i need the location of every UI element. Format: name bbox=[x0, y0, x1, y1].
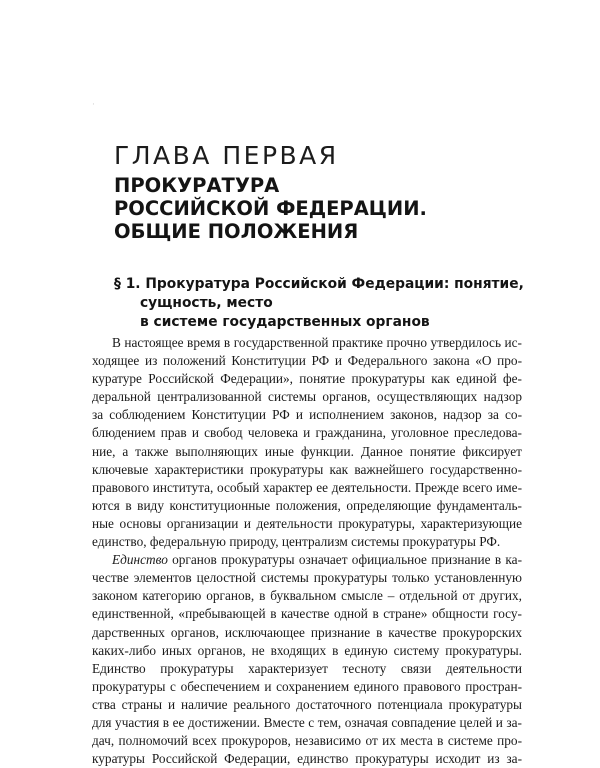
body-line: деральной централизованной системы органов, осуществляющих надзор bbox=[92, 389, 522, 405]
body-line: куратуре Российской Федерации», понятие прокуратуры как единой фе- bbox=[92, 371, 522, 387]
body-line: дач, полномочий всех прокуроров, независимо от их места в системе про- bbox=[92, 733, 522, 749]
body-line: ства страны и наличие реального достаточного потенциала прокуратуры bbox=[92, 696, 522, 712]
body-line: правового института, особый характер ее деятельности. Прежде всего име- bbox=[92, 479, 522, 495]
body-line: куратуры Российской Федерации, единство прокуратуры исходит из за- bbox=[92, 751, 522, 767]
section-heading-line: § 1. Прокуратура Российской Федерации: понятие, bbox=[114, 276, 524, 292]
body-line: Единство прокуратуры характеризует тесноту связи деятельности bbox=[92, 660, 522, 676]
body-text bbox=[92, 334, 522, 768]
body-line: ходящее из положений Конституции РФ и Федерального закона «О про- bbox=[92, 353, 522, 369]
body-line: за соблюдением Конституции РФ и исполнением законов, надзор за со- bbox=[92, 407, 522, 423]
body-line: ключевые характеристики прокуратуры как важнейшего государственно- bbox=[92, 461, 522, 477]
section-heading-line: в системе государственных органов bbox=[140, 314, 430, 330]
body-line: единственной, «пребывающей в качестве одной в стране» общности госу- bbox=[92, 606, 522, 622]
body-line: В настоящее время в государственной практике прочно утвердилось ис- bbox=[112, 335, 522, 350]
section-heading bbox=[114, 275, 534, 332]
body-line: законом категорию органов, в буквальном смысле – отдельной от других, bbox=[92, 588, 522, 604]
body-line: ные основы организации и деятельности прокуратуры, характеризующие bbox=[92, 515, 522, 531]
chapter-title-line: РОССИЙСКОЙ ФЕДЕРАЦИИ. bbox=[114, 197, 427, 220]
chapter-title-line: ПРОКУРАТУРА bbox=[114, 174, 280, 197]
body-line: прокуратуры с обеспечением и сохранением единого правового простран- bbox=[92, 678, 522, 694]
body-line bbox=[92, 551, 522, 569]
chapter-label: ГЛАВА ПЕРВАЯ bbox=[114, 141, 339, 170]
body-line-rest: органов прокуратуры означает официальное признание в ка- bbox=[167, 552, 522, 568]
body-line: единство, федеральную природу, централизм системы прокуратуры РФ. bbox=[92, 534, 501, 550]
body-line: ются в виду конституционные положения, определяющие фундаменталь- bbox=[92, 497, 522, 513]
chapter-title bbox=[114, 174, 427, 243]
body-line: каких-либо иных органов, не входящих в единую систему прокуратуры. bbox=[92, 642, 522, 658]
emphasis-term: Единство bbox=[112, 552, 168, 568]
body-line: дарственных органов, исключающее признание в качестве прокурорских bbox=[92, 624, 522, 640]
body-line: ние, а также выполняющих иные функции. Данное понятие фиксирует bbox=[92, 443, 522, 459]
body-line: блюдением прав и свобод человека и гражданина, уголовное преследова- bbox=[92, 425, 522, 441]
body-line: для участия в ее достижении. Вместе с тем, означая совпадение целей и за- bbox=[92, 714, 522, 730]
section-heading-line: сущность, место bbox=[140, 295, 273, 311]
page-edge-mark: · bbox=[92, 100, 95, 110]
body-line: честве элементов целостной системы прокуратуры только установленную bbox=[92, 570, 522, 586]
chapter-title-line: ОБЩИЕ ПОЛОЖЕНИЯ bbox=[114, 220, 359, 243]
